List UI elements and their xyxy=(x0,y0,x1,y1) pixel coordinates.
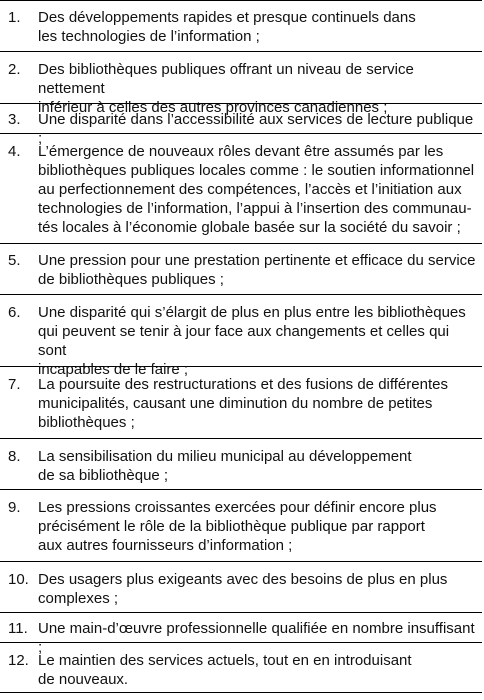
item-text: Une pression pour une prestation pertinente et efficace du service de bibliothèques publiques ; xyxy=(38,252,476,288)
item-number: 2. xyxy=(8,61,21,78)
list-item xyxy=(0,133,482,243)
list-item xyxy=(0,243,482,294)
item-text: Une disparité qui s’élargit de plus en plus entre les bibliothèques qui peuvent se tenir à jour face aux changements et celles qui sont incapables de le faire ; xyxy=(38,304,466,378)
item-text: Une disparité dans l’accessibilité aux services de lecture publique ; xyxy=(38,111,474,147)
item-number: 3. xyxy=(8,111,21,128)
item-text: La poursuite des restructurations et des fusions de différentes municipalités, causant une diminution du nombre de petites bibliothèques ; xyxy=(38,376,448,431)
item-number: 8. xyxy=(8,448,21,465)
list-item xyxy=(0,366,482,438)
item-number: 6. xyxy=(8,304,21,321)
list-item xyxy=(0,438,482,489)
list-item xyxy=(0,1,482,51)
item-number: 1. xyxy=(8,9,21,26)
item-number: 4. xyxy=(8,143,21,160)
item-text: Des bibliothèques publiques offrant un niveau de service nettement inférieur à celles des autres provinces canadiennes ; xyxy=(38,61,414,116)
item-number: 10. xyxy=(8,571,29,588)
list-item xyxy=(0,642,482,692)
item-text: Le maintien des services actuels, tout en en introduisant de nouveaux. xyxy=(38,652,412,688)
item-number: 12. xyxy=(8,652,29,669)
item-number: 9. xyxy=(8,499,21,516)
list-item xyxy=(0,561,482,612)
item-number: 5. xyxy=(8,252,21,269)
item-number: 11. xyxy=(8,620,28,637)
item-text: L’émergence de nouveaux rôles devant être assumés par les bibliothèques publiques locales comme : le soutien informationnel au perfectionnement des compétences, l’accès et l’initiation aux technologies de l’information, l’appui à l’insertion des communau- tés locales à l’économie globale basée sur la société du savoir ; xyxy=(38,143,475,236)
list-item xyxy=(0,294,482,378)
item-text: Des usagers plus exigeants avec des besoins de plus en plus complexes ; xyxy=(38,571,448,607)
item-text: Les pressions croissantes exercées pour définir encore plus précisément le rôle de la bibliothèque publique par rapport aux autres fournisseurs d’information ; xyxy=(38,499,437,554)
item-text: La sensibilisation du milieu municipal au développement de sa bibliothèque ; xyxy=(38,448,412,484)
item-text: Des développements rapides et presque continuels dans les technologies de l’information ; xyxy=(38,9,416,45)
list-item xyxy=(0,51,482,116)
item-number: 7. xyxy=(8,376,21,393)
item-text: Une main-d’œuvre professionnelle qualifiée en nombre insuffisant ; xyxy=(38,620,475,656)
list-item xyxy=(0,489,482,561)
list-item xyxy=(0,612,482,656)
